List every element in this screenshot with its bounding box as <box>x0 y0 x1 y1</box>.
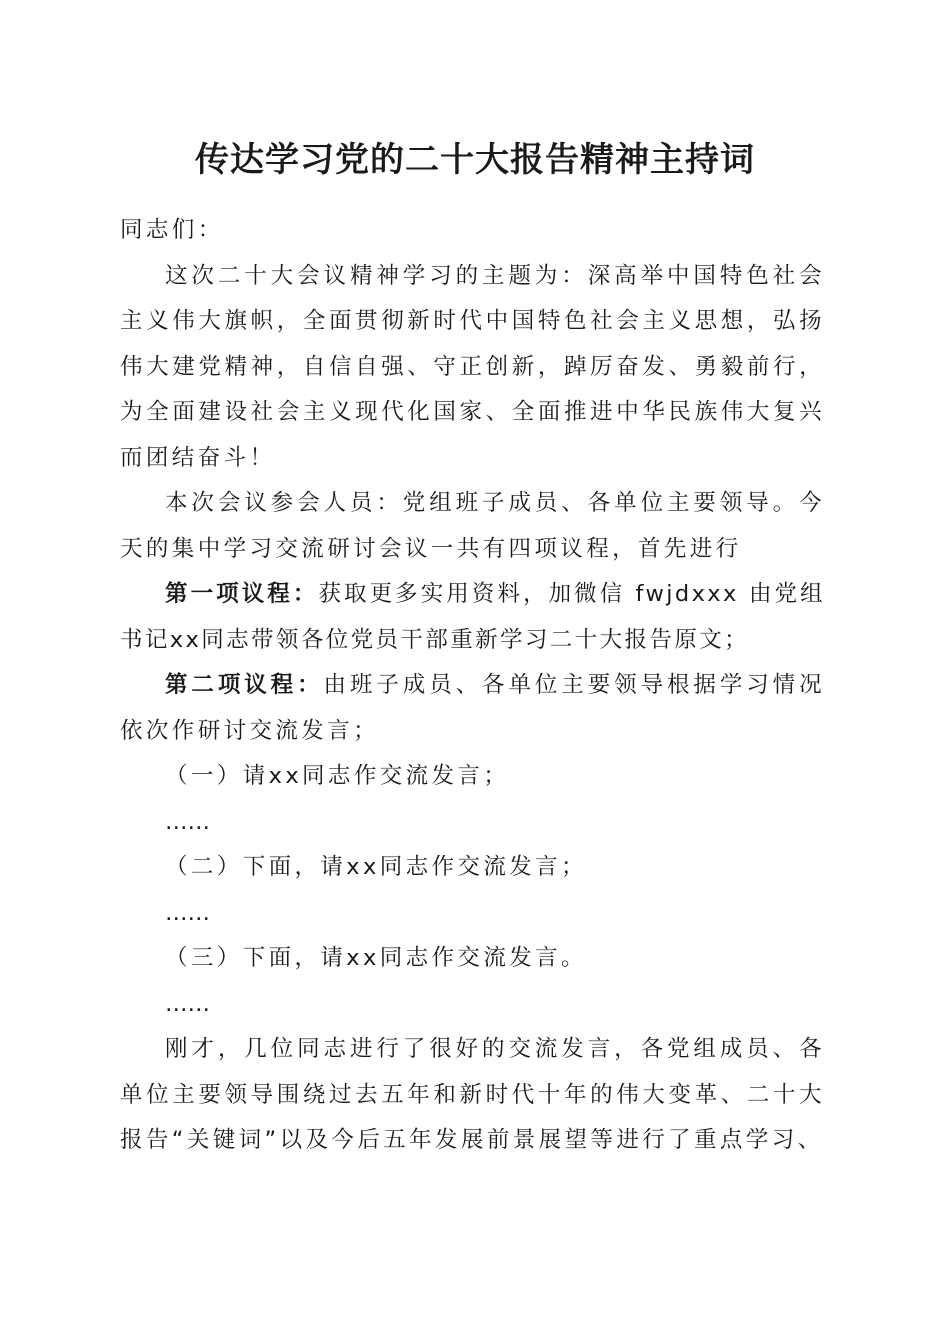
paragraph-attendees: 本次会议参会人员：党组班子成员、各单位主要领导。今天的集中学习交流研讨会议一共有四项议程，首先进行 <box>120 490 825 562</box>
ellipsis-1: …… <box>165 808 210 835</box>
agenda-1-text: 获取更多实用资料，加微信 fwjdxxx 由党组书记xx同志带领各位党员干部重新学习二十大报告原文； <box>120 581 825 653</box>
paragraph-agenda-1 <box>120 572 825 663</box>
salutation: 同志们： <box>120 217 224 243</box>
speaker-item-3: （三）下面，请xx同志作交流发言。 <box>165 945 587 971</box>
paragraph-summary: 刚才，几位同志进行了很好的交流发言，各党组成员、各单位主要领导围绕过去五年和新时代十年的伟大变革、二十大报告“关键词”以及今后五年发展前景展望等进行了重点学习、 <box>120 1036 825 1153</box>
ellipsis-2: …… <box>165 899 210 926</box>
document-title: 传达学习党的二十大报告精神主持词 <box>195 140 755 180</box>
speaker-item-2: （二）下面，请xx同志作交流发言； <box>165 854 587 880</box>
speaker-item-1: （一）请xx同志作交流发言； <box>165 763 510 789</box>
agenda-1-label: 第一项议程： <box>165 581 319 607</box>
agenda-2-label: 第二项议程： <box>165 672 324 698</box>
paragraph-theme: 这次二十大会议精神学习的主题为：深高举中国特色社会主义伟大旗帜，全面贯彻新时代中国特色社会主义思想，弘扬伟大建党精神，自信自强、守正创新，踔厉奋发、勇毅前行，为全面建设社会主义现代化国家、全面推进中华民族伟大复兴而团结奋斗！ <box>120 262 825 471</box>
agenda-2-text: 由班子成员、各单位主要领导根据学习情况依次作研讨交流发言； <box>120 672 825 744</box>
ellipsis-3: …… <box>165 990 210 1017</box>
paragraph-agenda-2 <box>120 663 825 754</box>
document-body <box>120 208 825 1164</box>
